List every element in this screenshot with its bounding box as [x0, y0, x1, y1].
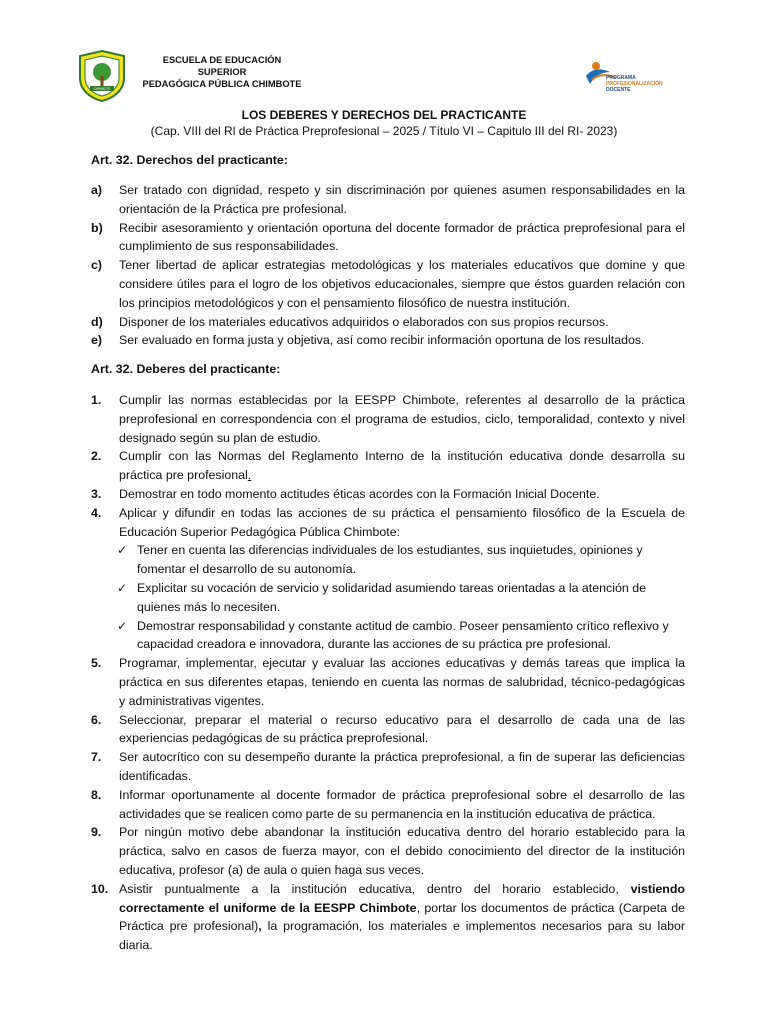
list-item [91, 219, 685, 257]
checkmark-icon: ✓ [117, 618, 128, 633]
program-logo-line1: PROGRAMA [606, 75, 636, 81]
item-text: Tener libertad de aplicar estrategias metodológicas y los materiales educativos que domine y que considere útiles para el logro de los objetivos educacionales, siempre que éstos guarden relación con los principios metodológicos y con el pensamiento filosófico de nuestra institución. [119, 258, 685, 310]
item-marker: e) [91, 333, 103, 348]
item-text: Asistir puntualmente a la institución educativa, dentro del horario establecido, [119, 881, 631, 896]
list-item [91, 823, 685, 879]
item-text: Por ningún motivo debe abandonar la institución educativa dentro del horario establecido para la práctica, salvo en casos de fuerza mayor, con el debido conocimiento del director de la institución educativa, profesor (a) de aula o quien haga sus veces. [119, 825, 685, 877]
list-item [91, 880, 685, 955]
checkmark-icon: ✓ [117, 543, 128, 558]
svg-text:CHIMBOTE: CHIMBOTE [93, 87, 111, 91]
item-text: Recibir asesoramiento y orientación oportuna del docente formador de práctica preprofesional para el cumplimiento de sus responsabilidades. [119, 220, 685, 254]
document-title: LOS DEBERES Y DERECHOS DEL PRACTICANTE [241, 108, 527, 122]
item-text: Programar, implementar, ejecutar y evaluar las acciones educativas y demás tareas que implica la práctica en sus diferentes etapas, teniendo en cuenta las normas de salubridad, técnico-pedagógicas y administrativas vigentes. [119, 656, 685, 708]
letterhead [78, 50, 698, 106]
item-marker: 3. [91, 486, 102, 501]
item-marker: 7. [91, 750, 102, 765]
item-text: Informar oportunamente al docente formador de práctica preprofesional sobre el desarrollo de las actividades que se realicen como parte de su permanencia en la institución educativa de práctica. [119, 787, 685, 821]
item-text: Aplicar y difundir en todas las acciones de su práctica el pensamiento filosófico de la Escuela de Educación Superior Pedagógica Pública Chimbote: [119, 505, 685, 539]
list-item [91, 485, 685, 504]
item-text-bold: vistiendo correctamente el uniforme de la EESPP Chimbote [119, 881, 685, 915]
check-subitem [91, 617, 685, 655]
school-name-line1: ESCUELA DE EDUCACIÓN SUPERIOR [162, 55, 282, 77]
item-marker: 10. [91, 881, 109, 896]
item-marker: 5. [91, 656, 102, 671]
item-marker: 1. [91, 393, 102, 407]
rights-heading: Art. 32. Derechos del practicante: [91, 153, 288, 167]
list-item [91, 313, 685, 332]
rights-list [91, 181, 685, 350]
item-marker: 6. [91, 712, 102, 727]
document-subtitle: (Cap. VIII del Rl de Práctica Preprofesional – 2025 / Título VI – Capitulo III del RI- 2023) [150, 124, 618, 138]
item-text-end: . [247, 468, 252, 483]
list-item [91, 181, 685, 219]
list-item [91, 711, 685, 749]
list-item [91, 786, 685, 824]
item-marker: 9. [91, 825, 102, 840]
item-marker: d) [91, 314, 103, 329]
item-marker: 8. [91, 787, 102, 802]
item-text: Cumplir las normas establecidas por la EESPP Chimbote, referentes al desarrollo de la práctica preprofesional en correspondencia con el programa de estudios, ciclo, temporalidad, contexto y nivel designado según su plan de estudio. [119, 393, 685, 445]
item-text-bold: , [258, 919, 262, 934]
checkmark-icon: ✓ [117, 580, 128, 595]
item-text: Cumplir con las Normas del Reglamento Interno de la institución educativa donde desarrolla su práctica pre profesional [119, 449, 685, 483]
list-item [91, 654, 685, 710]
list-item [91, 504, 685, 542]
item-text: Ser autocrítico con su desempeño durante la práctica preprofesional, a fin de superar las deficiencias identificadas. [119, 750, 685, 783]
item-text: Ser evaluado en forma justa y objetiva, así como recibir información oportuna de los resultados. [119, 333, 645, 348]
item-text: Disponer de los materiales educativos adquiridos o elaborados con sus propios recursos. [119, 314, 609, 329]
item-text: Seleccionar, preparar el material o recurso educativo para el desarrollo de cada una de las experiencias pedagógicas de su práctica preprofesional. [119, 712, 685, 746]
school-logo [78, 50, 126, 102]
item-marker: 2. [91, 449, 102, 464]
duties-heading: Art. 32. Deberes del practicante: [91, 362, 281, 376]
program-logo-line3: DOCENTE [606, 87, 631, 93]
list-item [91, 447, 685, 485]
list-item [91, 391, 685, 447]
subitem-text: Demostrar responsabilidad y constante actitud de cambio. Poseer pensamiento crítico reflexivo y capacidad creadora e innovadora, durante las acciones de su práctica pre profesional. [137, 618, 669, 652]
school-name [142, 54, 302, 90]
check-subitem [91, 541, 685, 579]
list-item [91, 748, 685, 786]
item-text: Ser tratado con dignidad, respeto y sin discriminación por quienes asumen responsabilidades en la orientación de la Práctica pre profesional. [119, 183, 685, 216]
item-marker: c) [91, 258, 103, 273]
item-text: , portar los documentos de práctica (Carpeta de Práctica pre profesional) [119, 900, 685, 934]
subitem-text: Tener en cuenta las diferencias individuales de los estudiantes, sus inquietudes, opiniones y fomentar el desarrollo de su autonomía. [137, 543, 643, 577]
item-text: la programación, los materiales e implementos necesarios para su labor diaria. [119, 919, 685, 953]
duties-list [91, 391, 685, 955]
list-item [91, 331, 685, 350]
program-logo [582, 56, 662, 96]
check-subitem [91, 579, 685, 617]
program-logo-line2: PROFESIONALIZACIÓN [606, 81, 663, 87]
subitem-text: Explicitar su vocación de servicio y solidaridad asumiendo tareas orientadas a la atención de quienes más lo necesiten. [137, 580, 646, 614]
item-text: Demostrar en todo momento actitudes éticas acordes con la Formación Inicial Docente. [119, 486, 600, 501]
school-name-line2: PEDAGÓGICA PÚBLICA CHIMBOTE [142, 79, 302, 89]
item-marker: a) [91, 183, 103, 197]
item-marker: 4. [91, 505, 102, 520]
item-marker: b) [91, 220, 103, 235]
list-item [91, 256, 685, 312]
